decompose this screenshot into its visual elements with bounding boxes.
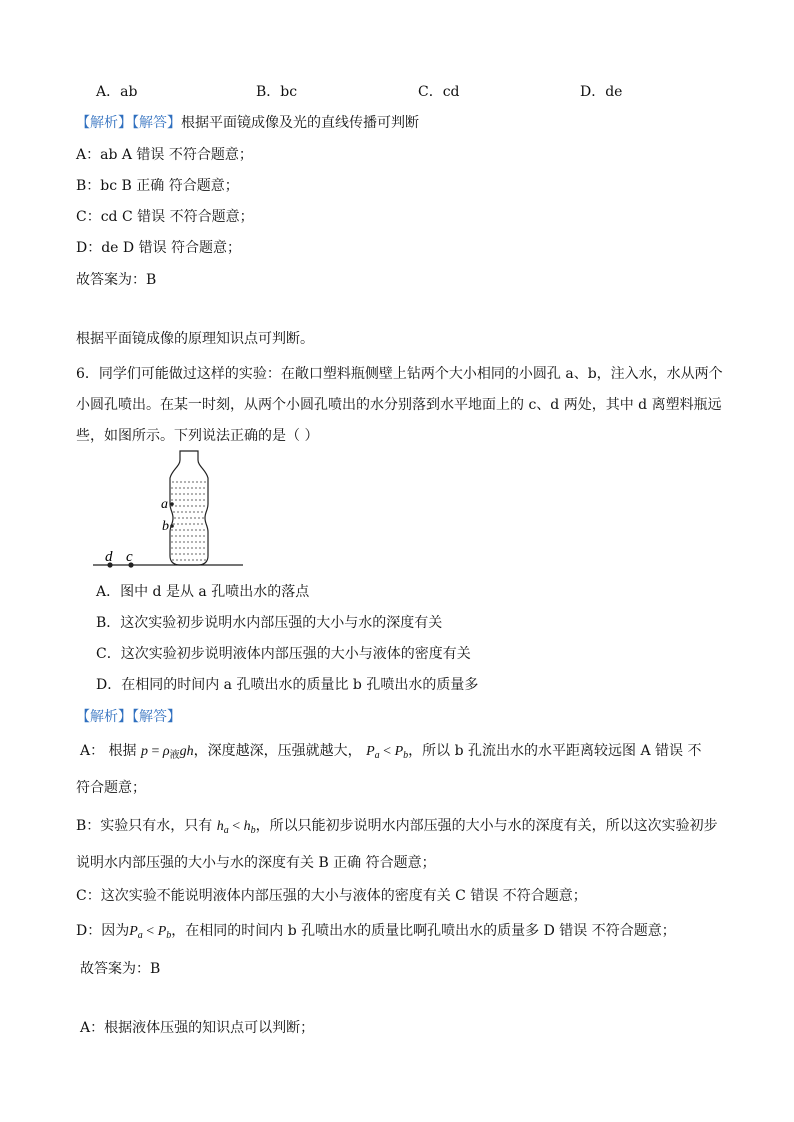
q6-note: A：根据液体压强的知识点可以判断； (80, 1020, 315, 1036)
q5-analysis-text: 根据平面镜成像及光的直线传播可判断 (181, 115, 419, 131)
q5-line-b: B：bc B 正确 符合题意； (76, 178, 239, 194)
label-a: a (161, 497, 168, 512)
q5-analysis (76, 114, 419, 132)
q6-stem-line-3: 些，如图所示。下列说法正确的是（ ） (76, 428, 319, 444)
q6-analysis-tag: 【解析】【解答】 (76, 709, 181, 725)
q6-analysis-c: C：这次实验不能说明液体内部压强的大小与液体的密度有关 C 错误 不符合题意； (76, 888, 587, 904)
q6-b-prefix: B：实验只有水，只有 (76, 818, 213, 834)
q6-option-c: C．这次实验初步说明液体内部压强的大小与液体的密度有关 (96, 646, 471, 662)
pressure-comparison: $P_a < P_b$ (366, 744, 409, 761)
q5-option-b: B．bc (256, 84, 298, 100)
hole-a-marker (170, 502, 174, 506)
q5-line-c: C：cd C 错误 不符合题意； (76, 209, 254, 225)
q6-analysis-b (76, 817, 718, 840)
q6-d-prefix: D：因为 (76, 923, 130, 939)
q6-analysis-d (76, 922, 676, 945)
q5-analysis-note: 根据平面镜成像的原理知识点可判断。 (76, 331, 314, 347)
label-c: c (126, 549, 133, 565)
q5-analysis-tag: 【解析】【解答】 (76, 115, 181, 131)
q6-analysis-a (80, 742, 701, 765)
label-d: d (105, 549, 113, 565)
q6-b-suffix: ，所以只能初步说明水内部压强的大小与水的深度有关，所以这次实验初步 (255, 818, 718, 834)
q5-answer: 故答案为：B (76, 272, 157, 288)
q6-analysis-b-cont: 说明水内部压强的大小与水的深度有关 B 正确 符合题意； (76, 855, 436, 871)
q6-stem-line-1: 6．同学们可能做过这样的实验：在敞口塑料瓶侧壁上钻两个大小相同的小圆孔 a、b，注入水，水从两个 (76, 366, 723, 382)
q5-option-a: A．ab (96, 84, 138, 100)
pressure-comparison-d: $P_a < P_b$ (129, 924, 172, 941)
q6-d-suffix: ，在相同的时间内 b 孔喷出水的质量比啊孔喷出水的质量多 D 错误 不符合题意； (171, 923, 676, 939)
label-b: b (162, 519, 169, 534)
q5-line-a: A：ab A 错误 不符合题意； (76, 147, 253, 163)
q6-option-b: B．这次实验初步说明水内部压强的大小与水的深度有关 (96, 615, 443, 631)
q5-line-d: D：de D 错误 符合题意； (76, 240, 242, 256)
q6-a-mid: ，深度越深，压强就越大， (193, 743, 362, 759)
q6-a-suffix: ，所以 b 孔流出水的水平距离较远图 A 错误 不 (408, 743, 702, 759)
q6-a-prefix: A： 根据 (80, 743, 137, 759)
q6-stem-line-2: 小圆孔喷出。在某一时刻，从两个小圆孔喷出的水分别落到水平地面上的 c、d 两处，其中 d 离塑料瓶远 (76, 397, 722, 413)
q5-option-c: C．cd (418, 84, 460, 100)
q6-answer: 故答案为：B (80, 961, 161, 977)
hole-b-marker (170, 524, 174, 528)
q6-option-d: D．在相同的时间内 a 孔喷出水的质量比 b 孔喷出水的质量多 (96, 677, 479, 693)
q6-analysis-a-cont: 符合题意； (76, 780, 146, 796)
pressure-formula: $p = \rho_液gh$ (141, 744, 194, 761)
water-lines (171, 482, 207, 560)
bottle-figure (88, 448, 248, 578)
depth-comparison: $h_a < h_b$ (216, 819, 256, 836)
q6-option-a: A．图中 d 是从 a 孔喷出水的落点 (96, 584, 310, 600)
q5-option-d: D．de (580, 84, 623, 100)
